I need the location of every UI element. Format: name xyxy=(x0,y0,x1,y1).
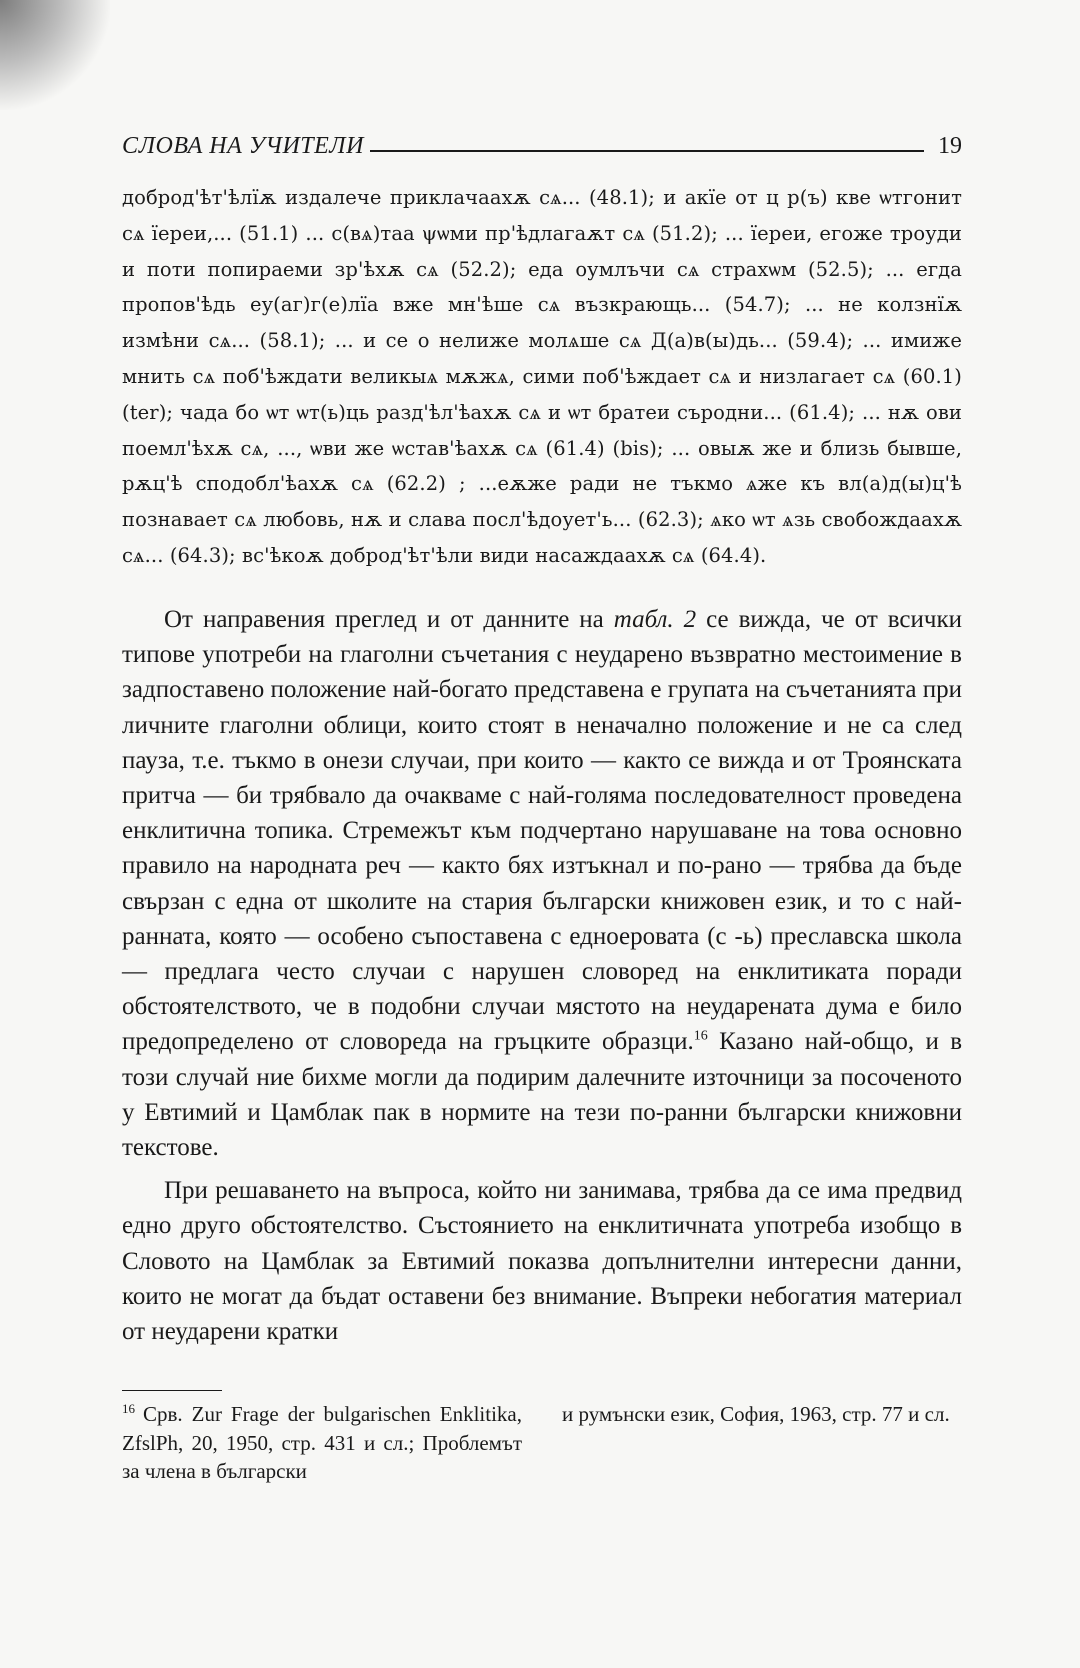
main-text xyxy=(122,602,962,1349)
footnote-16 xyxy=(122,1400,962,1486)
footnote-rule xyxy=(122,1390,222,1391)
paragraph-1-end: Казано най-общо, и в този случай ние бихме могли да подирим далечните източници за посоченото у Евтимий и Цамблак пак в нормите на тези по-ранни български книжовни текстове. xyxy=(122,1028,963,1162)
footnote-text-left: Срв. Zur Frage der bulgarischen Enklitika, ZfslPh, 20, 1950, стр. 431 и сл.; Проблемът за члена в български xyxy=(122,1402,522,1483)
paragraph-1-middle: се вижда, че от всички типове употреби на глаголни съчетания с неударено възвратно местоимение в задпоставено положение най-богато представена е групата на съчетанията при личните глаголни облици, които стоят в неначално положение и не са след пауза, т.е. тъкмо в онези случаи, при които — както се вижда и от Троянската притча — би трябвало да очакваме с най-голяма последователност проведена енклитична топика. Стремежът към подчертано нарушаване на това основно правило на народната реч — както бях изтъкнал и по-рано — трябва да бъде свързан с една от школите на стария български книжовен език, и то с най-ранната, която — особено съпоставена с едноеровата (с -ь) преславска школа — предлага често случаи с нарушен словоред на енклитиката поради обстоятелството, че в подобни случаи мястото на неударената дума е било предопределено от словореда на гръцките образци. xyxy=(122,606,962,1056)
table-reference: табл. 2 xyxy=(613,606,697,633)
footnote-column-right: и румънски език, София, 1963, стр. 77 и сл. xyxy=(562,1402,950,1426)
scan-corner-shadow xyxy=(0,0,110,110)
running-title: СЛОВА НА УЧИТЕЛИ xyxy=(122,133,364,159)
footnote-number: 16 xyxy=(122,1401,135,1416)
running-header xyxy=(122,120,962,160)
old-bulgarian-quotation: доброд'ѣт'ѣлїѫ издалече приклачаахѫ сѧ... (48.1); и акїе от ц р(ъ) кве ѡтгонит сѧ їереи,... (51.1) ... с(вѧ)таа ψѡми пр'ѣдлагаѫт сѧ (51.2); ... їереи, егоже троуди и поти попираеми зр'ѣхѫ сѧ (52.2); еда оумлъчи сѧ страхѡм (52.5); ... егда пропов'ѣдь еу(аг)г(е)лїа вже мн'ѣше сѧ възкрающь... (54.7); ... не колзнїѫ измѣни сѧ... (58.1); ... и се о нелиже молѧше сѧ Д(а)в(ы)дь... (59.4); ... имиже мнить сѧ поб'ѣждати великыѧ мѫжѧ, сими поб'ѣждает сѧ и низлагает сѧ (60.1) (ter); чада бо ѡт ѡт(ь)ць разд'ѣл'ѣахѫ сѧ и ѡт братеи съродни... (61.4); ... нѫ ови поемл'ѣхѫ сѧ, ..., ѡви же ѡстав'ѣахѫ сѧ (61.4) (bis); ... овыѫ же и близь бывше, рѫц'ѣ сподобл'ѣахѫ сѧ (62.2) ; ...еѫже ради не тъкмо ѧже къ вл(а)д(ы)ц'ѣ познавает сѧ любовь, нѫ и слава посл'ѣдоует'ь... (62.3); ѧко ѡт ѧзь свобождаахѫ сѧ... (64.3); вс'ѣкоѫ доброд'ѣт'ѣли види насаждаахѫ сѧ (64.4). xyxy=(122,186,962,567)
footnote-reference[interactable]: 16 xyxy=(693,1029,708,1045)
paragraph-1-start: От направения преглед и от данните на xyxy=(164,606,614,633)
paragraph-2: При решаването на въпроса, който ни занимава, трябва да се има предвид едно друго обстоятелство. Състоянието на енклитичната употреба изобщо в Словото на Цамблак за Евтимий показва допълнителни интересни данни, които не могат да бъдат оставени без внимание. Въпреки небогатия материал от неударени кратки xyxy=(122,1177,962,1346)
paragraph-1 xyxy=(122,602,962,1165)
footnote-column-left xyxy=(122,1400,522,1486)
header-rule xyxy=(370,150,924,152)
page-number: 19 xyxy=(938,133,962,159)
